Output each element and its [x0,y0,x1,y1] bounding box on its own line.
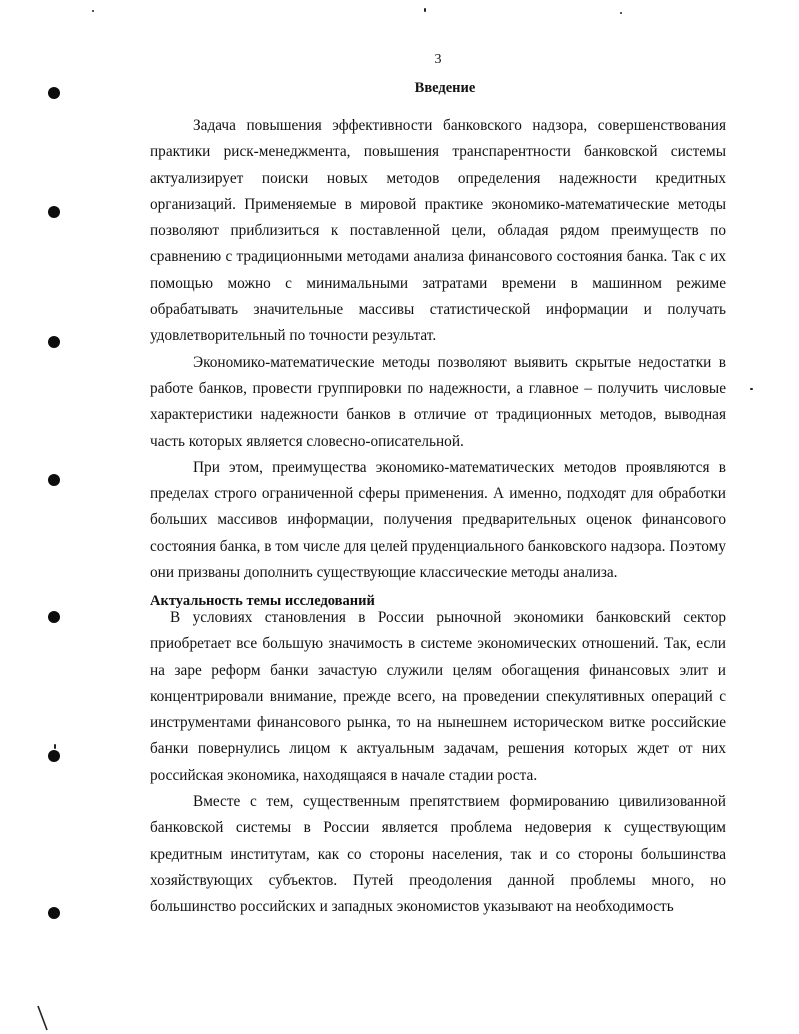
intro-text-block [150,113,726,586]
scan-edge-line [36,1004,50,1032]
punch-hole [48,907,60,919]
scan-speck [750,388,753,390]
page-title: Введение [414,80,476,96]
paragraph: В условиях становления в России рыночной экономики банковский сектор приобретает все большую значимость в системе экономических отношений. Так, если на заре реформ банки зачастую служили целям обогащения финансовых элит и концентрировали внимание, прежде всего, на проведении спекулятивных операций с инструментами финансового рынка, то на нынешнем историческом витке российские банки повернулись лицом к актуальным задачам, решения которых ждет от них российская экономика, находящаяся в начале стадии роста. [150,609,726,784]
paragraph: При этом, преимущества экономико-математических методов проявляются в пределах строго ограниченной сферы применения. А именно, подходят для обработки больших массивов информации, получения предварительных оценок финансового состояния банка, в том числе для целей пруденциального банковского надзора. Поэтому они призваны дополнить существующие классические методы анализа. [150,458,726,582]
punch-hole [48,206,60,218]
punch-hole [48,611,60,623]
punch-hole [48,87,60,99]
scan-speck [620,12,622,14]
scan-speck [54,744,56,749]
punch-hole [48,336,60,348]
section-block [150,591,726,921]
section-heading: Актуальность темы исследований [150,593,375,609]
punch-hole [48,750,60,762]
paragraph: Экономико-математические методы позволяют выявить скрытые недостатки в работе банков, провести группировки по надежности, а главное – получить числовые характеристики надежности банков в отличие от традиционных методов, выводная часть которых является словесно-описательной. [150,353,726,450]
punch-hole [48,474,60,486]
scan-speck [424,8,426,12]
scan-speck [92,10,94,12]
paragraph: Задача повышения эффективности банковского надзора, совершенствования практики риск-менеджмента, повышения транспарентности банковской системы актуализирует поиски новых методов определения надежности кредитных организаций. Применяемые в мировой практике экономико-математические методы позволяют приблизиться к поставленной цели, обладая рядом преимуществ по сравнению с традиционными методами анализа финансового состояния банка. Так с их помощью можно с минимальными затратами времени в машинном режиме обрабатывать значительные массивы статистической информации и получать удовлетворительный по точности результат. [150,117,726,345]
paragraph: Вместе с тем, существенным препятствием формированию цивилизованной банковской системы в России является проблема недоверия к существующим кредитным институтам, как со стороны населения, так и со стороны большинства хозяйствующих субъектов. Путей преодоления данной проблемы много, но большинство российских и западных экономистов указывают на необходимость [150,793,726,916]
page-number: 3 [434,52,442,67]
